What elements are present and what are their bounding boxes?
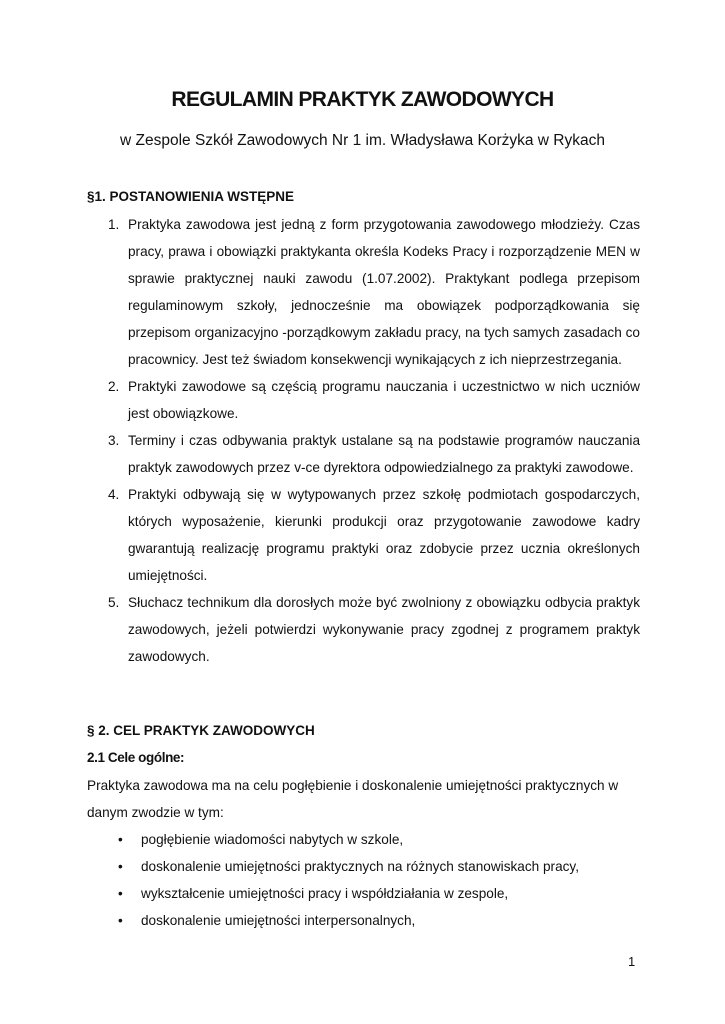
section2-subheading: 2.1 Cele ogólne:: [87, 750, 185, 765]
section1-list: [108, 211, 640, 670]
bullet-text: doskonalenie umiejętności praktycznych na różnych stanowiskach pracy,: [141, 859, 579, 874]
section2-bullets: [118, 826, 638, 934]
bullet-text: wykształcenie umiejętności pracy i współdziałania w zespole,: [141, 886, 509, 901]
list-item: [118, 880, 638, 907]
list-text: Słuchacz technikum dla dorosłych może być zwolniony z obowiązku odbycia praktyk zawodowych, jeżeli potwierdzi wykonywanie pracy zgodnej z programem praktyk zawodowych.: [128, 595, 640, 664]
list-item: [118, 853, 638, 880]
bullet-text: pogłębienie wiadomości nabytych w szkole,: [141, 832, 404, 847]
bullet-icon: •: [118, 913, 123, 928]
list-item: [108, 211, 640, 373]
list-item: [108, 481, 640, 589]
list-text: Praktyki zawodowe są częścią programu nauczania i uczestnictwo w nich uczniów jest obowiązkowe.: [128, 379, 640, 421]
bullet-text: doskonalenie umiejętności interpersonalnych,: [141, 913, 416, 928]
list-number: 4.: [108, 487, 120, 502]
bullet-icon: •: [118, 886, 123, 901]
document-title: REGULAMIN PRAKTYK ZAWODOWYCH: [171, 88, 554, 111]
list-text: Praktyka zawodowa jest jedną z form przygotowania zawodowego młodzieży. Czas pracy, prawa i obowiązki praktykanta określa Kodeks Pracy i rozporządzenie MEN w sprawie praktycznej nauki zawodu (1.07.2002). Praktykant podlega przepisom regulaminowym szkoły, jednocześnie ma obowiązek podporządkowania się przepisom organizacyjno -porządkowym zakładu pracy, na tych samych zasadach co pracownicy. Jest też świadom konsekwencji wynikających z ich nieprzestrzegania.: [128, 217, 640, 367]
list-text: Praktyki odbywają się w wytypowanych przez szkołę podmiotach gospodarczych, których wyposażenie, kierunki produkcji oraz przygotowanie zawodowe kadry gwarantują realizację programu praktyki oraz zdobycie przez ucznia określonych umiejętności.: [128, 487, 640, 583]
list-item: [108, 427, 640, 481]
page-number: 1: [628, 954, 636, 969]
list-number: 1.: [108, 217, 120, 232]
section1-heading: §1. POSTANOWIENIA WSTĘPNE: [87, 189, 295, 204]
bullet-icon: •: [118, 832, 123, 847]
list-number: 5.: [108, 595, 120, 610]
list-item: [108, 373, 640, 427]
section2-heading: § 2. CEL PRAKTYK ZAWODOWYCH: [87, 723, 315, 738]
list-item: [118, 907, 638, 934]
document-subtitle: w Zespole Szkół Zawodowych Nr 1 im. Władysława Korżyka w Rykach: [120, 132, 605, 149]
list-number: 2.: [108, 379, 120, 394]
list-number: 3.: [108, 433, 120, 448]
section2-intro: Praktyka zawodowa ma na celu pogłębienie i doskonalenie umiejętności praktycznych w danym zwodzie w tym:: [87, 778, 619, 820]
list-item: [118, 826, 638, 853]
list-item: [108, 589, 640, 670]
bullet-icon: •: [118, 859, 123, 874]
list-text: Terminy i czas odbywania praktyk ustalane są na podstawie programów nauczania praktyk zawodowych przez v-ce dyrektora odpowiedzialnego za praktyki zawodowe.: [128, 433, 640, 475]
